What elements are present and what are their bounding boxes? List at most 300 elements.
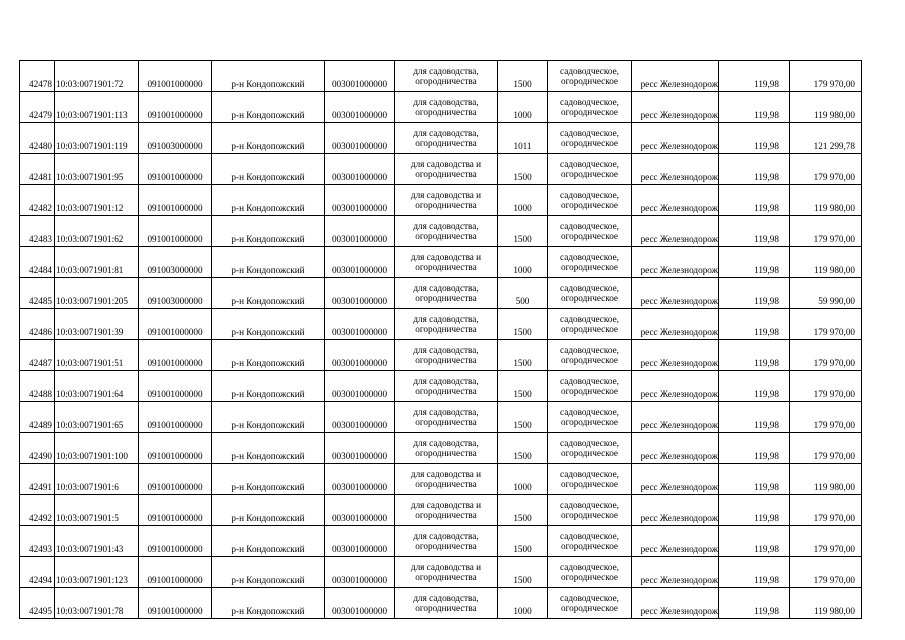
land-category-line: садоводческое,: [560, 437, 619, 448]
land-category-cell: [548, 340, 632, 371]
land-category-line: садоводческое,: [560, 220, 619, 231]
oktmo-code-cell: 091001000000: [139, 216, 212, 247]
table-body: [20, 61, 862, 619]
classifier-code-cell: 003001000000: [325, 278, 395, 309]
table-row: [20, 247, 862, 278]
address-text: ресс Железнодорож: [640, 202, 718, 213]
district-name-cell: р-н Кондопожский: [212, 340, 325, 371]
table-row: [20, 61, 862, 92]
classifier-code-cell: 003001000000: [325, 92, 395, 123]
land-category-line: огороднческое: [560, 138, 619, 148]
land-category-line: садоводческое,: [560, 530, 619, 541]
land-category-line: садоводческое,: [560, 375, 619, 386]
cadastral-value-cell: 119 980,00: [790, 464, 862, 495]
district-name-cell: р-н Кондопожский: [212, 216, 325, 247]
specific-value-cell: 119,98: [719, 402, 790, 433]
land-category-line: огороднческое: [560, 355, 619, 365]
cadastral-number-cell: 10:03:0071901:43: [55, 526, 139, 557]
oktmo-code-cell: 091003000000: [139, 247, 212, 278]
classifier-code-cell: 003001000000: [325, 495, 395, 526]
specific-value-cell: 119,98: [719, 464, 790, 495]
record-number-cell: 42479: [20, 92, 55, 123]
address-text: ресс Железнодорож: [640, 388, 718, 399]
permitted-use-cell: [395, 340, 498, 371]
permitted-use-line: для садоводства,: [413, 313, 479, 324]
address-cell: [632, 216, 719, 247]
permitted-use-line: огородничества: [415, 448, 477, 458]
area-cell: 1500: [498, 216, 548, 247]
address-text: ресс Железнодорож: [640, 512, 718, 523]
cadastral-number-cell: 10:03:0071901:100: [55, 433, 139, 464]
land-category-line: огороднческое: [560, 293, 619, 303]
permitted-use-cell: [395, 185, 498, 216]
land-category-line: садоводческое,: [560, 189, 619, 200]
table-row: [20, 402, 862, 433]
classifier-code-cell: 003001000000: [325, 371, 395, 402]
record-number-cell: 42488: [20, 371, 55, 402]
address-text: ресс Железнодорож: [640, 574, 718, 585]
address-text: ресс Железнодорож: [640, 78, 718, 89]
permitted-use-cell: [395, 433, 498, 464]
cadastral-number-cell: 10:03:0071901:65: [55, 402, 139, 433]
oktmo-code-cell: 091001000000: [139, 340, 212, 371]
table-row: [20, 588, 862, 619]
permitted-use-line: для садоводства,: [413, 530, 479, 541]
cadastral-value-cell: 179 970,00: [790, 526, 862, 557]
record-number-cell: 42484: [20, 247, 55, 278]
cadastral-number-cell: 10:03:0071901:51: [55, 340, 139, 371]
classifier-code-cell: 003001000000: [325, 61, 395, 92]
specific-value-cell: 119,98: [719, 340, 790, 371]
record-number-cell: 42482: [20, 185, 55, 216]
address-cell: [632, 61, 719, 92]
land-category-line: огороднческое: [560, 76, 619, 86]
classifier-code-cell: 003001000000: [325, 402, 395, 433]
district-name-cell: р-н Кондопожский: [212, 371, 325, 402]
address-text: ресс Железнодорож: [640, 233, 718, 244]
record-number-cell: 42486: [20, 309, 55, 340]
record-number-cell: 42492: [20, 495, 55, 526]
district-name-cell: р-н Кондопожский: [212, 526, 325, 557]
permitted-use-line: для садоводства и: [410, 561, 482, 572]
area-cell: 1000: [498, 92, 548, 123]
table-row: [20, 123, 862, 154]
cadastral-number-cell: 10:03:0071901:81: [55, 247, 139, 278]
land-category-cell: [548, 278, 632, 309]
district-name-cell: р-н Кондопожский: [212, 588, 325, 619]
cadastral-number-cell: 10:03:0071901:12: [55, 185, 139, 216]
permitted-use-line: огородничества: [415, 200, 477, 210]
permitted-use-line: огородничества: [415, 231, 477, 241]
cadastral-value-cell: 179 970,00: [790, 61, 862, 92]
classifier-code-cell: 003001000000: [325, 154, 395, 185]
cadastral-value-cell: 59 990,00: [790, 278, 862, 309]
classifier-code-cell: 003001000000: [325, 309, 395, 340]
table-row: [20, 433, 862, 464]
specific-value-cell: 119,98: [719, 123, 790, 154]
land-category-line: садоводческое,: [560, 158, 619, 169]
oktmo-code-cell: 091001000000: [139, 433, 212, 464]
district-name-cell: р-н Кондопожский: [212, 557, 325, 588]
table-row: [20, 371, 862, 402]
classifier-code-cell: 003001000000: [325, 464, 395, 495]
address-text: ресс Железнодорож: [640, 109, 718, 120]
record-number-cell: 42480: [20, 123, 55, 154]
oktmo-code-cell: 091001000000: [139, 588, 212, 619]
table-row: [20, 495, 862, 526]
address-cell: [632, 464, 719, 495]
cadastral-number-cell: 10:03:0071901:205: [55, 278, 139, 309]
land-category-line: садоводческое,: [560, 468, 619, 479]
classifier-code-cell: 003001000000: [325, 216, 395, 247]
area-cell: 1000: [498, 185, 548, 216]
permitted-use-cell: [395, 495, 498, 526]
classifier-code-cell: 003001000000: [325, 340, 395, 371]
permitted-use-cell: [395, 154, 498, 185]
permitted-use-line: огородничества: [415, 76, 477, 86]
permitted-use-cell: [395, 278, 498, 309]
land-category-cell: [548, 526, 632, 557]
cadastral-value-cell: 179 970,00: [790, 371, 862, 402]
address-text: ресс Железнодорож: [640, 543, 718, 554]
permitted-use-line: огородничества: [415, 510, 477, 520]
oktmo-code-cell: 091001000000: [139, 309, 212, 340]
permitted-use-cell: [395, 402, 498, 433]
permitted-use-line: огородничества: [415, 107, 477, 117]
land-category-line: огороднческое: [560, 324, 619, 334]
cadastral-value-cell: 179 970,00: [790, 495, 862, 526]
record-number-cell: 42485: [20, 278, 55, 309]
cadastral-number-cell: 10:03:0071901:39: [55, 309, 139, 340]
permitted-use-line: для садоводства,: [413, 344, 479, 355]
oktmo-code-cell: 091001000000: [139, 185, 212, 216]
land-category-line: огороднческое: [560, 479, 619, 489]
area-cell: 1500: [498, 526, 548, 557]
district-name-cell: р-н Кондопожский: [212, 433, 325, 464]
land-category-line: садоводческое,: [560, 313, 619, 324]
cadastral-value-cell: 179 970,00: [790, 309, 862, 340]
permitted-use-line: для садоводства и: [410, 189, 482, 200]
record-number-cell: 42490: [20, 433, 55, 464]
permitted-use-cell: [395, 216, 498, 247]
address-cell: [632, 154, 719, 185]
address-cell: [632, 185, 719, 216]
permitted-use-cell: [395, 588, 498, 619]
specific-value-cell: 119,98: [719, 185, 790, 216]
cadastral-number-cell: 10:03:0071901:64: [55, 371, 139, 402]
land-category-line: огороднческое: [560, 510, 619, 520]
cadastral-number-cell: 10:03:0071901:123: [55, 557, 139, 588]
land-category-line: огороднческое: [560, 572, 619, 582]
table-row: [20, 92, 862, 123]
land-category-cell: [548, 92, 632, 123]
classifier-code-cell: 003001000000: [325, 247, 395, 278]
area-cell: 1000: [498, 464, 548, 495]
permitted-use-line: для садоводства и: [410, 158, 482, 169]
land-category-line: огороднческое: [560, 200, 619, 210]
permitted-use-line: огородничества: [415, 417, 477, 427]
specific-value-cell: 119,98: [719, 247, 790, 278]
specific-value-cell: 119,98: [719, 371, 790, 402]
cadastral-number-cell: 10:03:0071901:62: [55, 216, 139, 247]
land-category-line: огороднческое: [560, 541, 619, 551]
land-category-cell: [548, 247, 632, 278]
land-category-line: огороднческое: [560, 448, 619, 458]
cadastral-number-cell: 10:03:0071901:5: [55, 495, 139, 526]
address-cell: [632, 402, 719, 433]
area-cell: 1500: [498, 61, 548, 92]
cadastral-number-cell: 10:03:0071901:78: [55, 588, 139, 619]
cadastral-number-cell: 10:03:0071901:72: [55, 61, 139, 92]
cadastral-value-cell: 179 970,00: [790, 433, 862, 464]
permitted-use-cell: [395, 557, 498, 588]
cadastral-value-cell: 179 970,00: [790, 340, 862, 371]
cadastral-value-cell: 119 980,00: [790, 588, 862, 619]
cadastral-number-cell: 10:03:0071901:95: [55, 154, 139, 185]
specific-value-cell: 119,98: [719, 588, 790, 619]
oktmo-code-cell: 091001000000: [139, 526, 212, 557]
cadastral-value-cell: 121 299,78: [790, 123, 862, 154]
record-number-cell: 42489: [20, 402, 55, 433]
address-cell: [632, 526, 719, 557]
specific-value-cell: 119,98: [719, 216, 790, 247]
table-row: [20, 216, 862, 247]
permitted-use-cell: [395, 526, 498, 557]
address-cell: [632, 495, 719, 526]
permitted-use-line: для садоводства,: [413, 375, 479, 386]
land-category-cell: [548, 154, 632, 185]
oktmo-code-cell: 091001000000: [139, 464, 212, 495]
classifier-code-cell: 003001000000: [325, 526, 395, 557]
land-category-cell: [548, 588, 632, 619]
permitted-use-line: огородничества: [415, 603, 477, 613]
classifier-code-cell: 003001000000: [325, 588, 395, 619]
address-text: ресс Железнодорож: [640, 481, 718, 492]
land-category-line: садоводческое,: [560, 127, 619, 138]
classifier-code-cell: 003001000000: [325, 433, 395, 464]
cadastral-value-cell: 119 980,00: [790, 185, 862, 216]
address-cell: [632, 123, 719, 154]
area-cell: 1011: [498, 123, 548, 154]
land-category-line: огороднческое: [560, 169, 619, 179]
oktmo-code-cell: 091001000000: [139, 557, 212, 588]
cadastral-number-cell: 10:03:0071901:6: [55, 464, 139, 495]
permitted-use-line: огородничества: [415, 386, 477, 396]
permitted-use-line: для садоводства и: [410, 251, 482, 262]
address-text: ресс Железнодорож: [640, 605, 718, 616]
oktmo-code-cell: 091001000000: [139, 371, 212, 402]
specific-value-cell: 119,98: [719, 309, 790, 340]
land-category-cell: [548, 185, 632, 216]
address-text: ресс Железнодорож: [640, 450, 718, 461]
land-category-line: садоводческое,: [560, 96, 619, 107]
permitted-use-line: для садоводства,: [413, 65, 479, 76]
oktmo-code-cell: 091003000000: [139, 278, 212, 309]
address-text: ресс Железнодорож: [640, 419, 718, 430]
permitted-use-line: для садоводства,: [413, 437, 479, 448]
district-name-cell: р-н Кондопожский: [212, 495, 325, 526]
area-cell: 1500: [498, 557, 548, 588]
area-cell: 1500: [498, 154, 548, 185]
area-cell: 500: [498, 278, 548, 309]
land-category-line: садоводческое,: [560, 65, 619, 76]
cadastral-value-cell: 179 970,00: [790, 154, 862, 185]
permitted-use-line: огородничества: [415, 262, 477, 272]
district-name-cell: р-н Кондопожский: [212, 154, 325, 185]
district-name-cell: р-н Кондопожский: [212, 185, 325, 216]
address-cell: [632, 371, 719, 402]
district-name-cell: р-н Кондопожский: [212, 402, 325, 433]
address-text: ресс Железнодорож: [640, 264, 718, 275]
cadastral-value-cell: 179 970,00: [790, 402, 862, 433]
specific-value-cell: 119,98: [719, 61, 790, 92]
table-row: [20, 557, 862, 588]
district-name-cell: р-н Кондопожский: [212, 309, 325, 340]
permitted-use-line: для садоводства и: [410, 499, 482, 510]
cadastral-number-cell: 10:03:0071901:113: [55, 92, 139, 123]
area-cell: 1500: [498, 340, 548, 371]
area-cell: 1500: [498, 495, 548, 526]
district-name-cell: р-н Кондопожский: [212, 92, 325, 123]
record-number-cell: 42493: [20, 526, 55, 557]
address-cell: [632, 278, 719, 309]
oktmo-code-cell: 091001000000: [139, 402, 212, 433]
table-row: [20, 185, 862, 216]
cadastral-value-cell: 179 970,00: [790, 216, 862, 247]
permitted-use-line: для садоводства,: [413, 592, 479, 603]
land-category-line: огороднческое: [560, 107, 619, 117]
permitted-use-cell: [395, 371, 498, 402]
land-category-line: огороднческое: [560, 417, 619, 427]
table-row: [20, 309, 862, 340]
permitted-use-line: для садоводства,: [413, 127, 479, 138]
permitted-use-cell: [395, 247, 498, 278]
oktmo-code-cell: 091001000000: [139, 495, 212, 526]
district-name-cell: р-н Кондопожский: [212, 278, 325, 309]
cadastral-value-cell: 119 980,00: [790, 92, 862, 123]
area-cell: 1000: [498, 588, 548, 619]
permitted-use-line: огородничества: [415, 572, 477, 582]
specific-value-cell: 119,98: [719, 557, 790, 588]
address-cell: [632, 92, 719, 123]
land-category-line: садоводческое,: [560, 499, 619, 510]
table-row: [20, 154, 862, 185]
oktmo-code-cell: 091001000000: [139, 154, 212, 185]
permitted-use-line: огородничества: [415, 541, 477, 551]
cadastral-number-cell: 10:03:0071901:119: [55, 123, 139, 154]
address-text: ресс Железнодорож: [640, 357, 718, 368]
permitted-use-line: огородничества: [415, 169, 477, 179]
land-category-cell: [548, 495, 632, 526]
land-category-cell: [548, 216, 632, 247]
record-number-cell: 42487: [20, 340, 55, 371]
table-row: [20, 278, 862, 309]
address-text: ресс Железнодорож: [640, 140, 718, 151]
permitted-use-line: огородничества: [415, 324, 477, 334]
address-cell: [632, 340, 719, 371]
oktmo-code-cell: 091001000000: [139, 92, 212, 123]
land-category-line: садоводческое,: [560, 406, 619, 417]
specific-value-cell: 119,98: [719, 526, 790, 557]
permitted-use-line: огородничества: [415, 293, 477, 303]
specific-value-cell: 119,98: [719, 495, 790, 526]
table-row: [20, 464, 862, 495]
land-category-cell: [548, 61, 632, 92]
specific-value-cell: 119,98: [719, 433, 790, 464]
classifier-code-cell: 003001000000: [325, 123, 395, 154]
address-cell: [632, 247, 719, 278]
permitted-use-cell: [395, 61, 498, 92]
permitted-use-cell: [395, 92, 498, 123]
land-category-line: садоводческое,: [560, 282, 619, 293]
land-category-line: садоводческое,: [560, 251, 619, 262]
land-category-line: огороднческое: [560, 231, 619, 241]
land-category-line: огороднческое: [560, 262, 619, 272]
specific-value-cell: 119,98: [719, 92, 790, 123]
district-name-cell: р-н Кондопожский: [212, 464, 325, 495]
permitted-use-cell: [395, 123, 498, 154]
land-category-cell: [548, 309, 632, 340]
land-category-line: садоводческое,: [560, 561, 619, 572]
record-number-cell: 42494: [20, 557, 55, 588]
permitted-use-line: для садоводства,: [413, 406, 479, 417]
address-cell: [632, 557, 719, 588]
land-category-cell: [548, 557, 632, 588]
address-text: ресс Железнодорож: [640, 171, 718, 182]
land-category-line: садоводческое,: [560, 344, 619, 355]
district-name-cell: р-н Кондопожский: [212, 123, 325, 154]
area-cell: 1500: [498, 371, 548, 402]
table-row: [20, 340, 862, 371]
permitted-use-line: огородничества: [415, 355, 477, 365]
oktmo-code-cell: 091003000000: [139, 123, 212, 154]
area-cell: 1500: [498, 402, 548, 433]
address-cell: [632, 433, 719, 464]
oktmo-code-cell: 091001000000: [139, 61, 212, 92]
record-number-cell: 42481: [20, 154, 55, 185]
permitted-use-line: для садоводства и: [410, 468, 482, 479]
specific-value-cell: 119,98: [719, 278, 790, 309]
land-category-cell: [548, 371, 632, 402]
permitted-use-line: огородничества: [415, 138, 477, 148]
permitted-use-line: для садоводства,: [413, 96, 479, 107]
district-name-cell: р-н Кондопожский: [212, 247, 325, 278]
cadastral-value-cell: 179 970,00: [790, 557, 862, 588]
address-cell: [632, 588, 719, 619]
permitted-use-line: огородничества: [415, 479, 477, 489]
area-cell: 1500: [498, 309, 548, 340]
permitted-use-cell: [395, 309, 498, 340]
address-text: ресс Железнодорож: [640, 295, 718, 306]
specific-value-cell: 119,98: [719, 154, 790, 185]
address-text: ресс Железнодорож: [640, 326, 718, 337]
land-registry-table: [19, 60, 862, 619]
address-cell: [632, 309, 719, 340]
land-category-line: огороднческое: [560, 386, 619, 396]
record-number-cell: 42495: [20, 588, 55, 619]
record-number-cell: 42483: [20, 216, 55, 247]
land-category-line: огороднческое: [560, 603, 619, 613]
cadastral-value-cell: 119 980,00: [790, 247, 862, 278]
table-row: [20, 526, 862, 557]
permitted-use-line: для садоводства,: [413, 220, 479, 231]
land-category-cell: [548, 464, 632, 495]
record-number-cell: 42491: [20, 464, 55, 495]
classifier-code-cell: 003001000000: [325, 557, 395, 588]
permitted-use-cell: [395, 464, 498, 495]
land-category-line: садоводческое,: [560, 592, 619, 603]
area-cell: 1500: [498, 433, 548, 464]
